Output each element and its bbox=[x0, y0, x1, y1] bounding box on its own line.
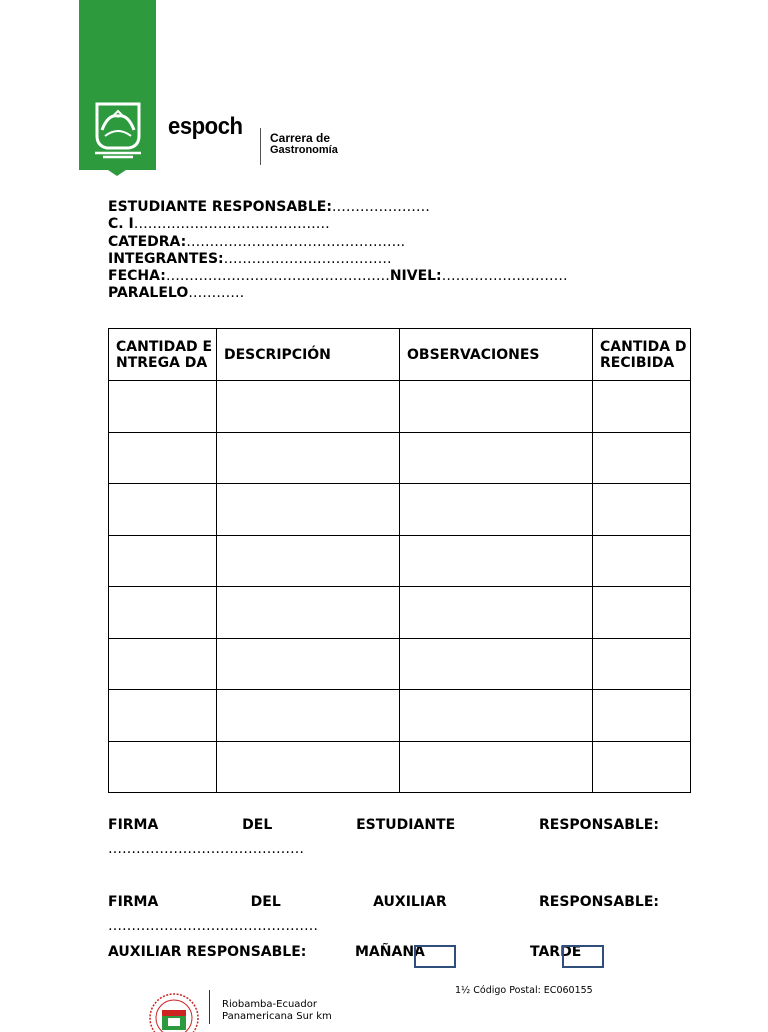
table-cell[interactable] bbox=[400, 741, 593, 793]
table-cell[interactable] bbox=[109, 381, 217, 433]
brand-divider bbox=[260, 128, 261, 165]
field-integrantes[interactable] bbox=[108, 251, 568, 268]
table-cell[interactable] bbox=[217, 484, 400, 536]
sig-word: DEL bbox=[242, 817, 273, 833]
field-fecha-nivel[interactable] bbox=[108, 268, 568, 285]
field-label-nivel: NIVEL: bbox=[389, 268, 442, 285]
table-cell[interactable] bbox=[217, 381, 400, 433]
sig-word: DEL bbox=[250, 894, 281, 910]
table-cell[interactable] bbox=[109, 638, 217, 690]
table-row bbox=[109, 484, 691, 536]
table-cell[interactable] bbox=[217, 741, 400, 793]
table-cell[interactable] bbox=[400, 587, 593, 639]
shift-morning-label: MAÑANA bbox=[355, 944, 425, 960]
sig-word: FIRMA bbox=[108, 817, 159, 833]
sig-word: AUXILIAR bbox=[373, 894, 447, 910]
table-row bbox=[109, 432, 691, 484]
table-cell[interactable] bbox=[593, 381, 691, 433]
field-dots: …………………………………… bbox=[133, 216, 330, 233]
table-cell[interactable] bbox=[400, 381, 593, 433]
table-row bbox=[109, 381, 691, 433]
table-cell[interactable] bbox=[593, 432, 691, 484]
shift-afternoon-label: TARDE bbox=[530, 944, 582, 960]
table-header-row bbox=[109, 329, 691, 381]
table-cell[interactable] bbox=[109, 587, 217, 639]
table-cell[interactable] bbox=[217, 690, 400, 742]
sig-label bbox=[108, 817, 659, 833]
field-label: C. I bbox=[108, 216, 134, 233]
sig-word: FIRMA bbox=[108, 894, 159, 910]
field-label: PARALELO bbox=[108, 285, 189, 302]
table-row bbox=[109, 535, 691, 587]
header-observaciones: OBSERVACIONES bbox=[400, 329, 593, 381]
header-cantidad-recibida: CANTIDA D RECIBIDA bbox=[593, 329, 691, 381]
morning-checkbox[interactable] bbox=[414, 945, 456, 968]
field-label: CATEDRA: bbox=[108, 233, 187, 250]
footer-divider bbox=[209, 990, 210, 1024]
header-descripcion: DESCRIPCIÓN bbox=[217, 329, 400, 381]
sig-word: RESPONSABLE: bbox=[539, 894, 659, 910]
espoch-emblem-icon bbox=[93, 100, 143, 160]
shift-row bbox=[108, 944, 582, 960]
table-cell[interactable] bbox=[109, 690, 217, 742]
table-cell[interactable] bbox=[593, 484, 691, 536]
sig-word: ESTUDIANTE bbox=[356, 817, 456, 833]
field-label: INTEGRANTES: bbox=[108, 250, 224, 267]
field-label: ESTUDIANTE RESPONSABLE: bbox=[108, 199, 332, 215]
university-seal-icon bbox=[148, 992, 200, 1032]
career-line-1: Carrera de bbox=[270, 131, 331, 145]
field-paralelo[interactable] bbox=[108, 285, 568, 302]
footer-address bbox=[222, 999, 332, 1023]
table-cell[interactable] bbox=[109, 484, 217, 536]
career-line-2: Gastronomía bbox=[270, 144, 338, 156]
table-cell[interactable] bbox=[217, 432, 400, 484]
table-cell[interactable] bbox=[217, 587, 400, 639]
table-cell[interactable] bbox=[217, 638, 400, 690]
table-cell[interactable] bbox=[400, 535, 593, 587]
address-line-1: Riobamba-Ecuador bbox=[222, 999, 318, 1010]
table-cell[interactable] bbox=[593, 535, 691, 587]
postal-code: 1½ Código Postal: EC060155 bbox=[455, 985, 593, 996]
field-dots: ……………………… bbox=[441, 268, 568, 285]
table-body bbox=[109, 381, 691, 793]
table-row bbox=[109, 587, 691, 639]
table-row bbox=[109, 638, 691, 690]
field-dots: ……………………………………….. bbox=[186, 233, 406, 250]
afternoon-checkbox[interactable] bbox=[562, 945, 604, 968]
career-name bbox=[270, 132, 338, 156]
shift-label: AUXILIAR RESPONSABLE: bbox=[108, 944, 307, 960]
field-dots: ………………………………………… bbox=[165, 268, 390, 285]
auxiliar-signature bbox=[108, 894, 659, 934]
field-dots: ……………………………… bbox=[223, 250, 392, 267]
delivery-table bbox=[108, 328, 691, 793]
table-cell[interactable] bbox=[593, 690, 691, 742]
field-ci[interactable] bbox=[108, 216, 568, 233]
table-row bbox=[109, 690, 691, 742]
table-cell[interactable] bbox=[217, 535, 400, 587]
brand-name: espoch bbox=[168, 113, 243, 140]
student-signature-line[interactable]: …………………………………… bbox=[108, 841, 304, 857]
field-dots: ………………… bbox=[331, 199, 430, 215]
sig-label bbox=[108, 894, 659, 910]
student-signature bbox=[108, 817, 659, 857]
table-cell[interactable] bbox=[109, 535, 217, 587]
field-student[interactable] bbox=[108, 199, 568, 216]
field-catedra[interactable] bbox=[108, 234, 568, 251]
table-cell[interactable] bbox=[109, 432, 217, 484]
table-cell[interactable] bbox=[400, 432, 593, 484]
address-line-2: Panamericana Sur km bbox=[222, 1011, 332, 1022]
table-cell[interactable] bbox=[593, 587, 691, 639]
table-cell[interactable] bbox=[593, 741, 691, 793]
auxiliar-signature-line[interactable]: ……………………………………… bbox=[108, 918, 318, 934]
espoch-logo-band bbox=[79, 0, 156, 170]
table-cell[interactable] bbox=[109, 741, 217, 793]
table-cell[interactable] bbox=[400, 484, 593, 536]
table-cell[interactable] bbox=[400, 638, 593, 690]
field-dots: ………… bbox=[188, 285, 245, 302]
sig-word: RESPONSABLE: bbox=[538, 817, 659, 833]
table-row bbox=[109, 741, 691, 793]
table-cell[interactable] bbox=[400, 690, 593, 742]
form-fields bbox=[108, 199, 568, 303]
table-cell[interactable] bbox=[593, 638, 691, 690]
field-label: FECHA: bbox=[108, 268, 166, 285]
header-cantidad-entregada: CANTIDAD ENTREGA DA bbox=[109, 329, 217, 381]
